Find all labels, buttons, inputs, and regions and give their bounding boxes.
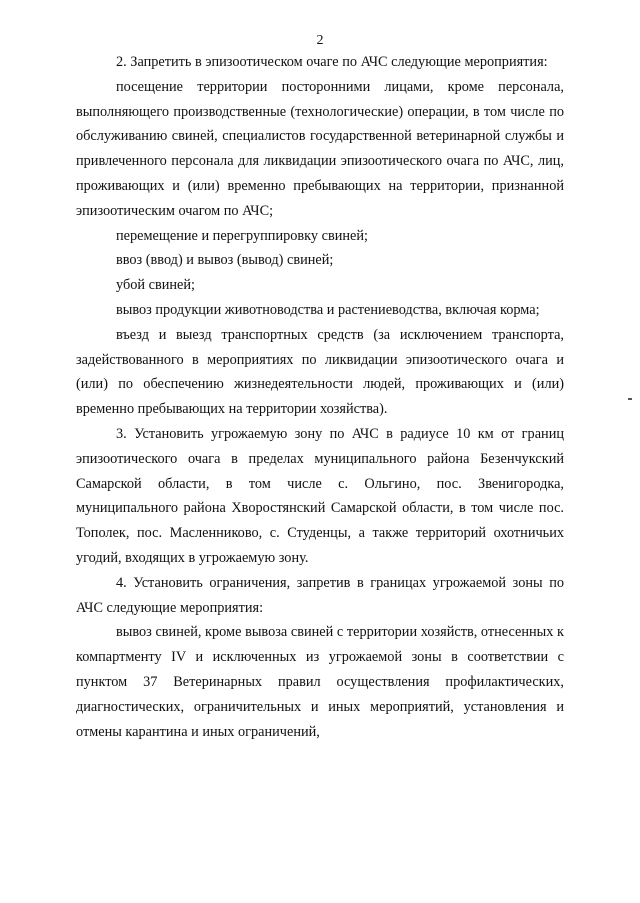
scan-mark	[628, 398, 632, 400]
paragraph-item-2: 2. Запретить в эпизоотическом очаге по АЧС следующие мероприятия:	[116, 54, 548, 70]
paragraph-import-export-ban: ввоз (ввод) и вывоз (вывод) свиней;	[116, 252, 334, 269]
paragraph-slaughter-ban: убой свиней;	[116, 277, 195, 294]
paragraph-vehicles-ban: въезд и выезд транспортных средств (за исключением транспорта, задействованного в мероприятиях по ликвидации эпизоотического очага и (или) по обеспечению жизнедеятельности людей, проживающих и (или) временно пребывающих на территории хозяйства).	[76, 326, 564, 418]
page-number: 2	[316, 33, 324, 48]
paragraph-item-3: 3. Установить угрожаемую зону по АЧС в радиусе 10 км от границ эпизоотического очага в пределах муниципального района Безенчукский Самарской области, в том числе с. Ольгино, пос. Звенигородка, муниципального района Хворостянский Самарской области, в том числе пос. Тополек, пос. Масленниково, с. Студенцы, а также территорий охотничьих угодий, входящих в угрожаемую зону.	[76, 425, 564, 566]
paragraph-products-ban: вывоз продукции животноводства и растениеводства, включая корма;	[116, 301, 540, 318]
paragraph-item-4: 4. Установить ограничения, запретив в границах угрожаемой зоны по АЧС следующие мероприятия:	[76, 574, 564, 616]
document-body	[76, 50, 564, 744]
paragraph-pig-export-ban: вывоз свиней, кроме вывоза свиней с территории хозяйств, отнесенных к компартменту IV и исключенных из угрожаемой зоны в соответствии с пунктом 37 Ветеринарных правил осуществления профилактических, диагностических, ограничительных и иных мероприятий, установления и отмены карантина и иных ограничений,	[76, 624, 564, 740]
paragraph-regrouping-ban: перемещение и перегруппировку свиней;	[116, 227, 368, 244]
paragraph-visit-ban: посещение территории посторонними лицами, кроме персонала, выполняющего производственные (технологические) операции, в том числе по обслуживанию свиней, специалистов государственной ветеринарной службы и привлеченного персонала для ликвидации эпизоотического очага по АЧС, лиц, проживающих и (или) временно пребывающих на территории, признанной эпизоотическим очагом по АЧС;	[76, 78, 564, 219]
